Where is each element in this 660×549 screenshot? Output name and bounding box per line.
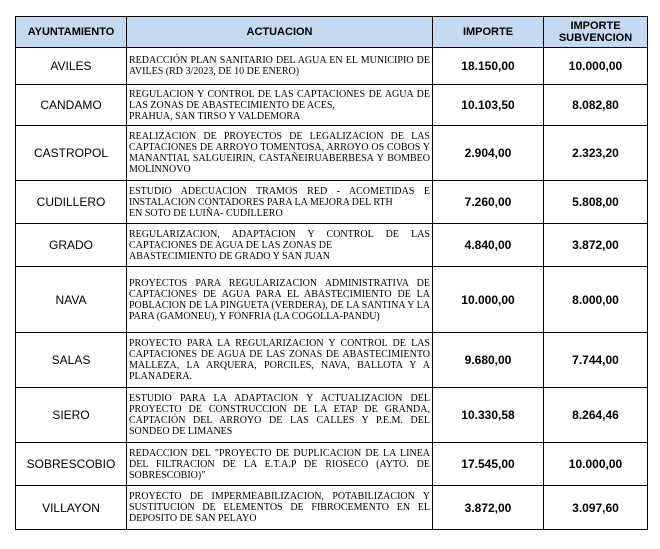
importe-cell: 9.680,00: [433, 333, 544, 388]
header-row: [16, 17, 648, 48]
importe-cell: 18.150,00: [433, 48, 544, 85]
header-subvencion-line1: IMPORTE: [570, 20, 621, 32]
actuacion-cell: [127, 181, 433, 224]
importe-cell: 10.000,00: [433, 267, 544, 333]
table-row: [16, 486, 648, 530]
header-importe-subvencion: [544, 17, 648, 48]
actuacion-cell: [127, 224, 433, 267]
subvencion-cell: 3.097,60: [544, 486, 648, 530]
actuacion-cell: [127, 85, 433, 126]
subvencion-cell: 7.744,00: [544, 333, 648, 388]
actuacion-text: REALIZACION DE PROYECTOS DE LEGALIZACION DE LAS CAPTACIONES DE ARROYO TOMENTOSA, ARROYO OS COBOS Y MANANTIAL SALGUEIRIN, CASTAÑEIRUABERBESA Y BOMBEO MOLINNOVO: [129, 131, 430, 175]
header-actuacion: ACTUACION: [127, 17, 433, 48]
header-subvencion-line2: SUBVENCION: [558, 32, 633, 44]
table-row: [16, 126, 648, 181]
subvencion-cell: 8.264,46: [544, 388, 648, 443]
importe-cell: 7.260,00: [433, 181, 544, 224]
actuacion-cell: [127, 48, 433, 85]
subvencion-cell: 2.323,20: [544, 126, 648, 181]
ayuntamiento-cell: CANDAMO: [16, 85, 127, 126]
ayuntamiento-cell: CASTROPOL: [16, 126, 127, 181]
table-row: [16, 181, 648, 224]
importe-cell: 10.330,58: [433, 388, 544, 443]
actuacion-cell: [127, 443, 433, 486]
subvencion-cell: 10.000,00: [544, 48, 648, 85]
ayuntamiento-cell: CUDILLERO: [16, 181, 127, 224]
ayuntamiento-cell: AVILES: [16, 48, 127, 85]
table-row: [16, 333, 648, 388]
header-importe: IMPORTE: [433, 17, 544, 48]
ayuntamiento-cell: NAVA: [16, 267, 127, 333]
subvencion-cell: 3.872,00: [544, 224, 648, 267]
table-row: [16, 48, 648, 85]
actuacion-text: REGULARIZACION, ADAPTACION Y CONTROL DE LAS CAPTACIONES DE AGUA DE LAS ZONAS DE: [129, 228, 430, 251]
ayuntamiento-cell: SIERO: [16, 388, 127, 443]
header-ayuntamiento: AYUNTAMIENTO: [16, 17, 127, 48]
importe-cell: 4.840,00: [433, 224, 544, 267]
actuacion-text: PROYECTO DE IMPERMEABILIZACION, POTABILIZACION Y SUSTITUCION DE ELEMENTOS DE FIBROCEMENTO EN EL DEPOSITO DE SAN PELAYO: [129, 491, 430, 524]
ayuntamiento-cell: SOBRESCOBIO: [16, 443, 127, 486]
actuacion-text: ESTUDIO PARA LA ADAPTACION Y ACTUALIZACION DEL PROYECTO DE CONSTRUCCION DE LA ETAP DE GRANDA, CAPTACIÓN DEL ARROYO DE LAS CALLES Y P.E.M. DEL SONDEO DE LIMANES: [129, 393, 430, 437]
actuacion-cell: [127, 126, 433, 181]
actuacion-text: PROYECTO PARA LA REGULARIZACION Y CONTROL DE LAS CAPTACIONES DE AGUA DE LAS ZONAS DE ABASTECIMIENTO MALLEZA, LA ARQUERA, PORCILES, NAVA, BALLOTA Y A PLANADERA.: [129, 338, 430, 382]
ayuntamiento-cell: GRADO: [16, 224, 127, 267]
actuacion-text-extra: ABASTECIMIENTO DE GRADO Y SAN JUAN: [129, 250, 331, 262]
importe-cell: 17.545,00: [433, 443, 544, 486]
table-row: [16, 267, 648, 333]
ayuntamiento-cell: VILLAYON: [16, 486, 127, 530]
actuacion-text-extra: EN SOTO DE LUIÑA- CUDILLERO: [129, 207, 283, 219]
subvencion-cell: 5.808,00: [544, 181, 648, 224]
actuacion-text-extra: PRAHUA, SAN TIRSO Y VALDEMORA: [129, 110, 301, 122]
actuacion-cell: [127, 486, 433, 530]
table-row: [16, 388, 648, 443]
importe-cell: 2.904,00: [433, 126, 544, 181]
table-row: [16, 443, 648, 486]
actuacion-text: REDACCION DEL "PROYECTO DE DUPLICACION DE LA LINEA DEL FILTRACION DE LA E.T.A.P DE RIOSECO (AYTO. DE SOBRESCOBIO)": [129, 447, 430, 481]
actuacion-cell: [127, 388, 433, 443]
ayuntamiento-cell: SALAS: [16, 333, 127, 388]
actuacion-text: PROYECTOS PARA REGULARIZACION ADMINISTRATIVA DE CAPTACIONES DE AGUA PARA EL ABASTECIMIENTO DE LA POBLACION DE LA PINGUETA (VERDERA), DE LA SANTINA Y LA PARA (GAMONEU), Y FONFRIA (LA COGOLLA-PANDU): [129, 277, 430, 322]
importe-cell: 10.103,50: [433, 85, 544, 126]
table-row: [16, 224, 648, 267]
actuacion-text: ESTUDIO ADECUACION TRAMOS RED - ACOMETIDAS E INSTALACION CONTADORES PARA LA MEJORA DEL RTH: [129, 185, 430, 208]
actuacion-text: REDACCIÓN PLAN SANITARIO DEL AGUA EN EL MUNICIPIO DE AVILES (RD 3/2023, DE 10 DE ENERO): [129, 55, 430, 77]
actuacion-text: REGULACION Y CONTROL DE LAS CAPTACIONES DE AGUA DE LAS ZONAS DE ABASTECIMIENTO DE ACES,: [129, 88, 430, 111]
actuacion-cell: [127, 333, 433, 388]
importe-cell: 3.872,00: [433, 486, 544, 530]
subvencion-cell: 8.000,00: [544, 267, 648, 333]
actuacion-cell: [127, 267, 433, 333]
subsidies-table: [15, 16, 648, 530]
subvencion-cell: 8.082,80: [544, 85, 648, 126]
subvencion-cell: 10.000,00: [544, 443, 648, 486]
table-row: [16, 85, 648, 126]
